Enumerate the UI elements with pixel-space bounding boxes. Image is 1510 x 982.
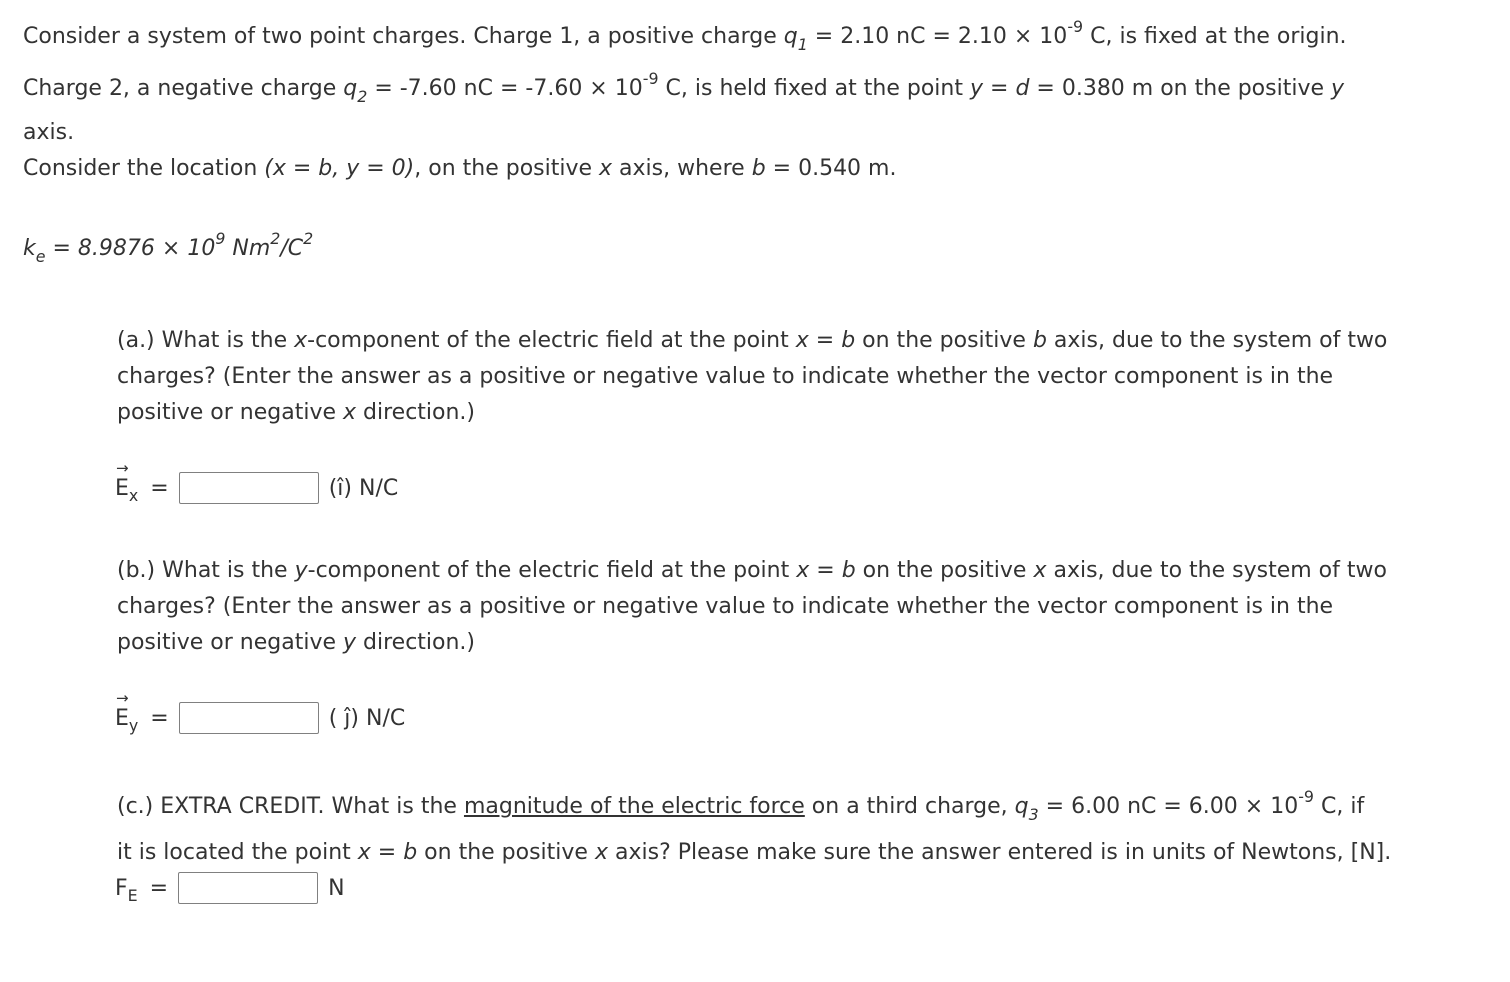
part-a-line-3: positive or negative x direction.) xyxy=(117,400,476,425)
equals-sign: = xyxy=(150,475,169,501)
text: , on the positive xyxy=(414,156,600,181)
part-a-line-2: charges? (Enter the answer as a positive or negative value to indicate whether the vector component is in the xyxy=(117,364,1334,389)
problem-line-4 xyxy=(23,156,896,181)
part-b-answer-row xyxy=(115,688,406,736)
equals-sign: = xyxy=(149,875,169,901)
text: Charge 2, a negative charge xyxy=(23,76,344,101)
math: y xyxy=(969,76,984,101)
problem-line-1 xyxy=(23,17,1347,54)
math: b xyxy=(751,156,766,181)
q2-symbol: $q_2$ xyxy=(343,76,368,106)
part-c-line-1: (c.) EXTRA CREDIT. What is the magnitude of the electric force on a third charge, $q_3 = 6.00$ nC = $6.00 \times 10^{-9}$ C, if xyxy=(117,787,1365,824)
math: d xyxy=(1015,76,1030,101)
text: Consider the location xyxy=(23,156,265,181)
fe-label: $F_E$ xyxy=(115,875,138,906)
math: y xyxy=(1331,76,1345,101)
text: = -7.60 nC = -7.60 × 10 xyxy=(367,76,643,101)
ey-unit: ( ĵ) N/C xyxy=(328,705,406,731)
ey-answer-input[interactable] xyxy=(179,702,319,734)
text: = 2.10 nC = 2.10 × 10 xyxy=(807,24,1068,49)
ex-unit: (î) N/C xyxy=(328,475,399,501)
part-b-line-1: (b.) What is the y-component of the electric field at the point x = b on the positive x axis, due to the system of two xyxy=(117,558,1387,583)
coulomb-constant: $k_e = 8.9876 \times 10^9$ $Nm^2/C^2$ xyxy=(23,229,314,266)
math: x xyxy=(599,156,613,181)
equals-sign: = xyxy=(150,705,169,731)
part-c-line-2: it is located the point x = b on the positive x axis? Please make sure the answer entered is in units of Newtons, [N]. xyxy=(117,840,1392,865)
part-a-answer-row xyxy=(115,458,399,506)
part-b-line-3: positive or negative y direction.) xyxy=(117,630,476,655)
q1-symbol: $q_1$ xyxy=(783,24,808,54)
fe-unit: N xyxy=(328,875,345,901)
text: Consider a system of two point charges. Charge 1, a positive charge xyxy=(23,24,784,49)
text: = xyxy=(983,76,1016,101)
exponent: -9 xyxy=(1067,17,1084,37)
text: C, is held fixed at the point xyxy=(658,76,970,101)
text: axis, where xyxy=(612,156,752,181)
part-b-line-2: charges? (Enter the answer as a positive or negative value to indicate whether the vector component is in the xyxy=(117,594,1334,619)
fe-answer-input[interactable] xyxy=(178,872,318,904)
part-a-line-1: (a.) What is the x-component of the electric field at the point x = b on the positive b axis, due to the system of two xyxy=(117,328,1388,353)
problem-line-3: axis. xyxy=(23,120,75,145)
ex-answer-input[interactable] xyxy=(179,472,319,504)
magnitude-link-text: magnitude of the electric force xyxy=(463,794,805,819)
location-coords: (x = b, y = 0) xyxy=(264,156,415,181)
text: = 0.540 m. xyxy=(765,156,897,181)
ey-label: → $E_y$ xyxy=(115,688,139,736)
text: C, is fixed at the origin. xyxy=(1083,24,1347,49)
text: = 0.380 m on the positive xyxy=(1029,76,1332,101)
part-c-answer-row xyxy=(115,872,345,904)
ex-label: → $E_x$ xyxy=(115,458,139,506)
q3-symbol: $q_3$ xyxy=(1014,794,1039,824)
problem-line-2 xyxy=(23,69,1345,106)
exponent: -9 xyxy=(642,69,659,89)
